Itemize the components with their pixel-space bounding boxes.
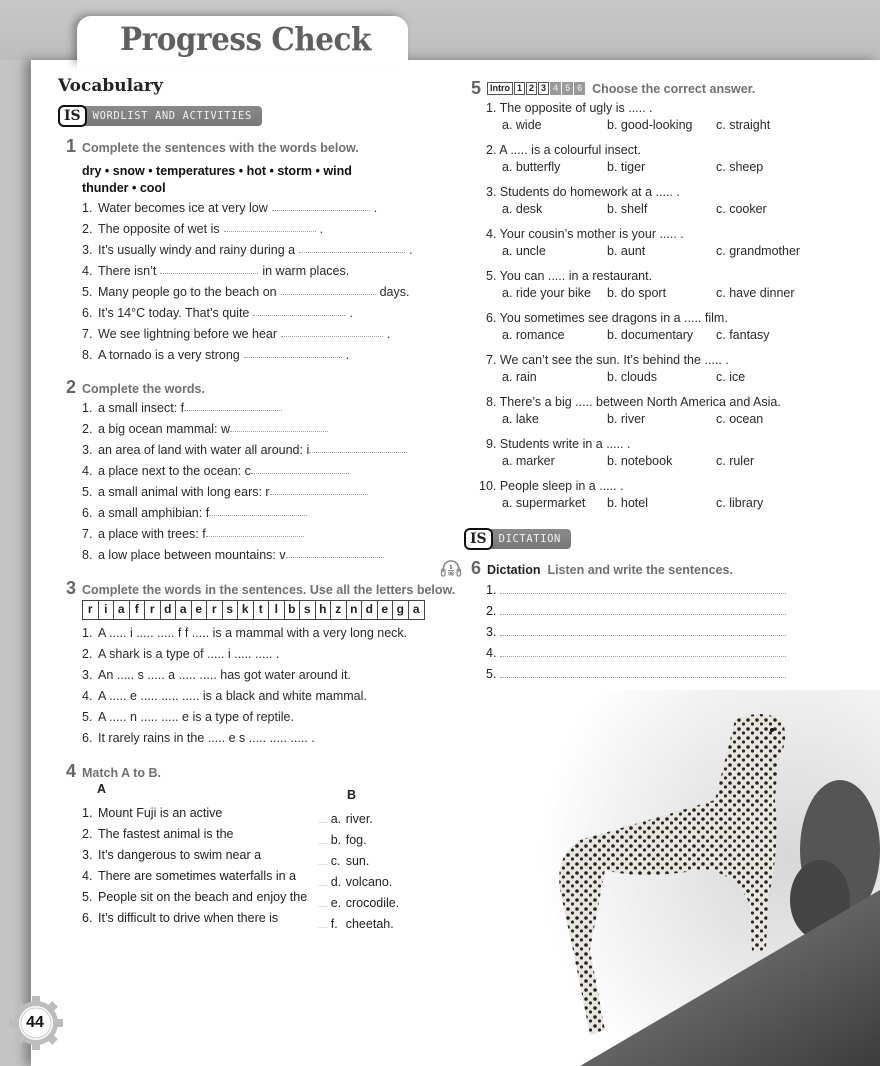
item-number: 2. [82,222,93,236]
answer-blank[interactable] [299,240,405,253]
item-number: 6. [82,911,93,925]
dictation-label: DICTATION [487,529,571,549]
list-item [82,419,407,440]
answer-options [486,117,800,134]
option-c[interactable]: c. sheep [716,160,764,174]
line-number: 5. [486,667,497,681]
exercise-6-header [471,558,733,579]
item-text-after: . [349,306,353,320]
answer-blank[interactable] [270,482,368,495]
letter-cell: r [207,601,223,619]
question-text: 2. A ..... is a colourful insect. [486,143,641,157]
item-text-after: . [387,327,391,341]
is-logo-icon: IS [58,105,87,127]
option-a[interactable]: a. lake [502,412,539,426]
exercise-number: 3 [66,578,77,598]
exercise-instruction: Choose the correct answer. [592,81,756,96]
item-text: A shark is a type of ..... i ..... ..... . [98,647,280,661]
item-number: 2. [82,422,93,436]
level-box: 1 [514,82,525,95]
dictation-instruction: Listen and write the sentences. [547,563,733,577]
dictation-line [486,580,786,601]
question-text: 6. You sometimes see dragons in a ..... film. [486,311,728,325]
item-text-after: days. [379,285,410,299]
item-number: 5. [82,710,93,724]
question-item [486,184,800,218]
question-item [486,394,800,428]
item-text: an area of land with water all around: i [98,443,310,457]
answer-blank[interactable] [184,398,282,411]
column-b-header: B [347,788,357,802]
letter-cell: i [99,601,115,619]
item-text: cheetah. [345,917,394,931]
item-text: It’s usually windy and rainy during a [98,243,296,257]
list-item [82,686,407,707]
answer-options [486,327,800,344]
letter-strip [82,600,425,620]
exercise-5-list [479,100,801,520]
question-item [486,142,800,176]
option-c[interactable]: c. cooker [716,202,767,216]
question-item [486,268,800,302]
exercise-5-header [471,78,755,99]
word-bank-line: thunder • cool [82,181,166,195]
answer-blank[interactable] [281,282,376,295]
option-c[interactable]: c. library [716,496,764,510]
dictation-title: Dictation [487,563,541,577]
dictation-input[interactable] [500,601,786,615]
list-item [82,461,407,482]
option-b[interactable]: b. shelf [607,202,648,216]
item-text: A ..... e ..... ..... ..... is a black and white mammal. [98,689,367,703]
is-logo-icon: IS [464,528,493,550]
item-text: fog. [345,833,367,847]
list-item [82,240,413,261]
item-number: 6. [82,731,93,745]
item-text: The opposite of wet is [98,222,220,236]
exercise-instruction: Complete the sentences with the words below. [82,141,359,155]
list-item [82,219,413,240]
match-item-b [318,893,399,914]
item-number: 5. [82,485,93,499]
option-c[interactable]: c. grandmother [716,244,801,258]
item-text: crocodile. [345,896,400,910]
list-item [82,728,407,749]
question-item [486,352,800,386]
item-number: 6. [82,306,93,320]
exercise-number: 6 [471,558,482,578]
exercise-number: 5 [471,78,482,98]
option-a[interactable]: a. rain [502,370,537,384]
answer-options [486,285,800,302]
dictation-line [486,622,786,643]
list-item [82,665,407,686]
item-text-after: . [373,201,378,215]
match-item-a [82,803,307,824]
list-item [82,345,413,366]
dictation-input[interactable] [500,622,786,636]
level-box: Intro [487,82,513,95]
title-tab-join [77,56,408,70]
letter-cell: a [409,601,425,619]
option-a[interactable]: a. romance [502,328,565,342]
list-item [82,503,407,524]
exercise-3-header [66,578,455,599]
dictation-line [486,643,786,664]
item-text: a big ocean mammal: w [98,422,231,436]
letter-cell: e [378,601,394,619]
item-text: volcano. [345,875,393,889]
item-number: 1. [82,626,93,640]
option-c[interactable]: c. ocean [716,412,764,426]
match-item-a [82,824,307,845]
cheetah-photo [520,690,880,1066]
item-text: It rarely rains in the ..... e s ..... ..... ..... . [98,731,315,745]
question-text: 5. You can ..... in a restaurant. [486,269,653,283]
item-text: The fastest animal is the [98,827,234,841]
answer-blank[interactable]: ..... [318,923,328,930]
option-b[interactable]: b. notebook [607,454,673,468]
item-text: a small animal with long ears: r [98,485,270,499]
exercise-2-list [82,398,407,566]
exercise-2-header [66,377,205,398]
headphones-audio-icon[interactable] [440,558,462,578]
match-item-b [318,830,399,851]
match-column-b [318,788,399,935]
item-text: river. [345,812,373,826]
answer-blank[interactable]: ..... [318,881,328,888]
option-c[interactable]: c. have dinner [716,286,795,300]
list-item [82,644,407,665]
item-text: It’s difficult to drive when there is [98,911,279,925]
item-number: 4. [82,869,93,883]
item-number: 6. [82,506,93,520]
answer-blank[interactable]: ..... [318,860,328,867]
list-item [82,261,413,282]
item-text: sun. [345,854,370,868]
option-c[interactable]: c. ruler [716,454,755,468]
option-b[interactable]: b. good-looking [607,118,693,132]
answer-options [486,201,800,218]
item-text: A tornado is a very strong [98,348,240,362]
question-text: 7. We can’t see the sun. It’s behind the ..... . [486,353,729,367]
option-b[interactable]: b. river [607,412,646,426]
item-number: 7. [82,527,93,541]
exercise-instruction: Complete the words in the sentences. Use all the letters below. [82,583,456,597]
answer-blank[interactable] [272,198,370,211]
answer-options [486,369,800,386]
match-column-a [82,782,307,929]
exercise-1-list [82,198,413,366]
match-item-a [82,887,307,908]
item-text-after: . [409,243,413,257]
question-text: 1. The opposite of ugly is ..... . [486,101,653,115]
item-text: There isn’t [98,264,157,278]
option-b[interactable]: b. documentary [607,328,694,342]
question-item [486,100,800,134]
level-box: 4 [550,82,561,95]
item-text: Many people go to the beach on [98,285,277,299]
item-letter: a. [330,812,342,826]
item-text: We see lightning before we hear [98,327,278,341]
match-item-b [318,809,399,830]
exercise-number: 1 [66,136,77,156]
answer-options [486,243,800,260]
page-number: 44 [26,1014,44,1031]
item-number: 3. [82,243,93,257]
item-text: A ..... n ..... ..... e is a type of reptile. [98,710,294,724]
answer-blank[interactable] [206,524,304,537]
letter-cell: e [192,601,208,619]
letter-cell: h [316,601,332,619]
list-item [82,707,407,728]
svg-text:5: 5 [449,565,453,571]
item-text: a small insect: f [98,401,185,415]
item-number: 3. [82,848,93,862]
letter-cell: r [145,601,161,619]
item-number: 8. [82,348,93,362]
dictation-line [486,664,786,685]
option-c[interactable]: c. ice [716,370,746,384]
line-number: 1. [486,583,497,597]
item-number: 8. [82,548,93,562]
item-number: 4. [82,464,93,478]
wordlist-label: WORDLIST AND ACTIVITIES [81,106,262,126]
item-number: 5. [82,285,93,299]
item-number: 1. [82,401,93,415]
exercise-instruction: Complete the words. [82,382,205,396]
answer-blank[interactable] [224,219,316,232]
level-box: 3 [538,82,549,95]
option-a[interactable]: a. supermarket [502,496,586,510]
letter-cell: b [285,601,301,619]
dictation-badge[interactable] [464,528,571,550]
item-number: 3. [82,668,93,682]
option-b[interactable]: b. do sport [607,286,667,300]
item-text: a low place between mountains: v [98,548,286,562]
letter-cell: d [161,601,177,619]
match-item-b [318,851,399,872]
exercise-4-header [66,761,161,782]
letter-cell: s [223,601,239,619]
list-item [82,482,407,503]
match-item-a [82,908,307,929]
item-letter: b. [330,833,342,847]
letter-cell: g [393,601,409,619]
word-bank-line: dry • snow • temperatures • hot • storm • wind [82,164,352,178]
answer-options [486,159,800,176]
letter-cell: n [347,601,363,619]
dictation-line [486,601,786,622]
item-letter: f. [330,917,338,931]
item-letter: c. [330,854,341,868]
option-a[interactable]: a. marker [502,454,555,468]
item-number: 4. [82,689,93,703]
answer-blank[interactable] [209,503,307,516]
option-c[interactable]: c. straight [716,118,771,132]
letter-cell: f [130,601,146,619]
question-text: 4. Your cousin’s mother is your ..... . [486,227,684,241]
column-a-header: A [97,782,107,796]
answer-blank[interactable] [251,461,349,474]
option-a[interactable]: a. wide [502,118,542,132]
list-item [82,198,413,219]
option-c[interactable]: c. fantasy [716,328,770,342]
item-letter: e. [330,896,342,910]
question-item [486,436,800,470]
option-a[interactable]: a. uncle [502,244,546,258]
item-number: 7. [82,327,93,341]
dictation-input[interactable] [500,580,786,594]
option-a[interactable]: a. ride your bike [502,286,591,300]
level-box: 5 [562,82,573,95]
item-text: There are sometimes waterfalls in a [98,869,296,883]
letter-cell: a [176,601,192,619]
line-number: 2. [486,604,497,618]
level-box: 6 [574,82,585,95]
answer-blank[interactable] [244,345,342,358]
word-bank [82,163,372,197]
match-item-a [82,845,307,866]
item-text: A ..... i ..... ..... f f ..... is a mammal with a very long neck. [98,626,408,640]
line-number: 4. [486,646,497,660]
dictation-input[interactable] [500,664,786,678]
item-text: It’s 14°C today. That’s quite [98,306,250,320]
item-text: a small amphibian: f [98,506,210,520]
item-text-after: . [319,222,324,236]
list-item [82,324,413,345]
list-item [82,440,407,461]
item-text-after: . [345,348,350,362]
question-text: 10. People sleep in a ..... . [479,479,624,493]
item-number: 2. [82,647,93,661]
question-text: 9. Students write in a ..... . [486,437,631,451]
answer-blank[interactable] [309,440,407,453]
match-item-b [318,872,399,893]
list-item [82,282,413,303]
answer-options [486,411,800,428]
answer-blank[interactable] [253,303,345,316]
answer-options [486,453,800,470]
exercise-number: 4 [66,761,77,781]
item-letter: d. [330,875,342,889]
letter-cell: a [114,601,130,619]
letter-cell: d [362,601,378,619]
exercise-instruction: Match A to B. [82,766,161,780]
letter-cell: s [300,601,316,619]
item-number: 1. [82,806,93,820]
answer-blank[interactable]: ..... [318,818,328,825]
item-text: Water becomes ice at very low [98,201,268,215]
list-item [82,545,407,566]
item-text: Mount Fuji is an active [98,806,223,820]
option-b[interactable]: b. tiger [607,160,646,174]
exercise-number: 2 [66,377,77,397]
letter-cell: l [269,601,285,619]
list-item [82,398,407,419]
svg-text:08: 08 [448,571,454,578]
question-text: 8. There’s a big ..... between North America and Asia. [486,395,781,409]
item-text-after: in warm places. [262,264,350,278]
item-text: An ..... s ..... a ..... ..... has got water around it. [98,668,351,682]
match-item-a [82,866,307,887]
wordlist-badge[interactable] [58,105,262,127]
dictation-lines [486,580,786,685]
item-number: 2. [82,827,93,841]
answer-blank[interactable] [281,324,383,337]
answer-blank[interactable]: ..... [318,902,328,909]
letter-cell: k [238,601,254,619]
letter-cell: z [331,601,347,619]
exercise-1-header [66,136,359,157]
item-text: a place with trees: f [98,527,206,541]
exercise-3-list [82,623,407,749]
exercise-instruction [487,563,733,577]
question-item [479,478,800,512]
item-number: 5. [82,890,93,904]
level-box: 2 [526,82,537,95]
list-item [82,623,407,644]
item-number: 3. [82,443,93,457]
level-indicator [487,82,586,95]
list-item [82,524,407,545]
letter-cell: r [83,601,99,619]
answer-blank[interactable] [230,419,328,432]
line-number: 3. [486,625,497,639]
letter-cell: t [254,601,270,619]
item-number: 1. [82,201,93,215]
option-b[interactable]: b. aunt [607,244,646,258]
item-text: It’s dangerous to swim near a [98,848,262,862]
option-b[interactable]: b. clouds [607,370,658,384]
option-b[interactable]: b. hotel [607,496,649,510]
answer-blank[interactable]: ..... [318,839,328,846]
answer-blank[interactable] [286,545,384,558]
answer-options [486,495,800,512]
option-a[interactable]: a. butterfly [502,160,561,174]
item-text: a place next to the ocean: c [98,464,251,478]
question-item [486,310,800,344]
list-item [82,303,413,324]
answer-blank[interactable] [160,261,258,274]
item-number: 4. [82,264,93,278]
section-title: Vocabulary [58,76,163,96]
dictation-input[interactable] [500,643,786,657]
question-text: 3. Students do homework at a ..... . [486,185,680,199]
match-item-b [318,914,399,935]
option-a[interactable]: a. desk [502,202,543,216]
item-text: People sit on the beach and enjoy the [98,890,308,904]
page-title: Progress Check [120,20,371,58]
question-item [486,226,800,260]
